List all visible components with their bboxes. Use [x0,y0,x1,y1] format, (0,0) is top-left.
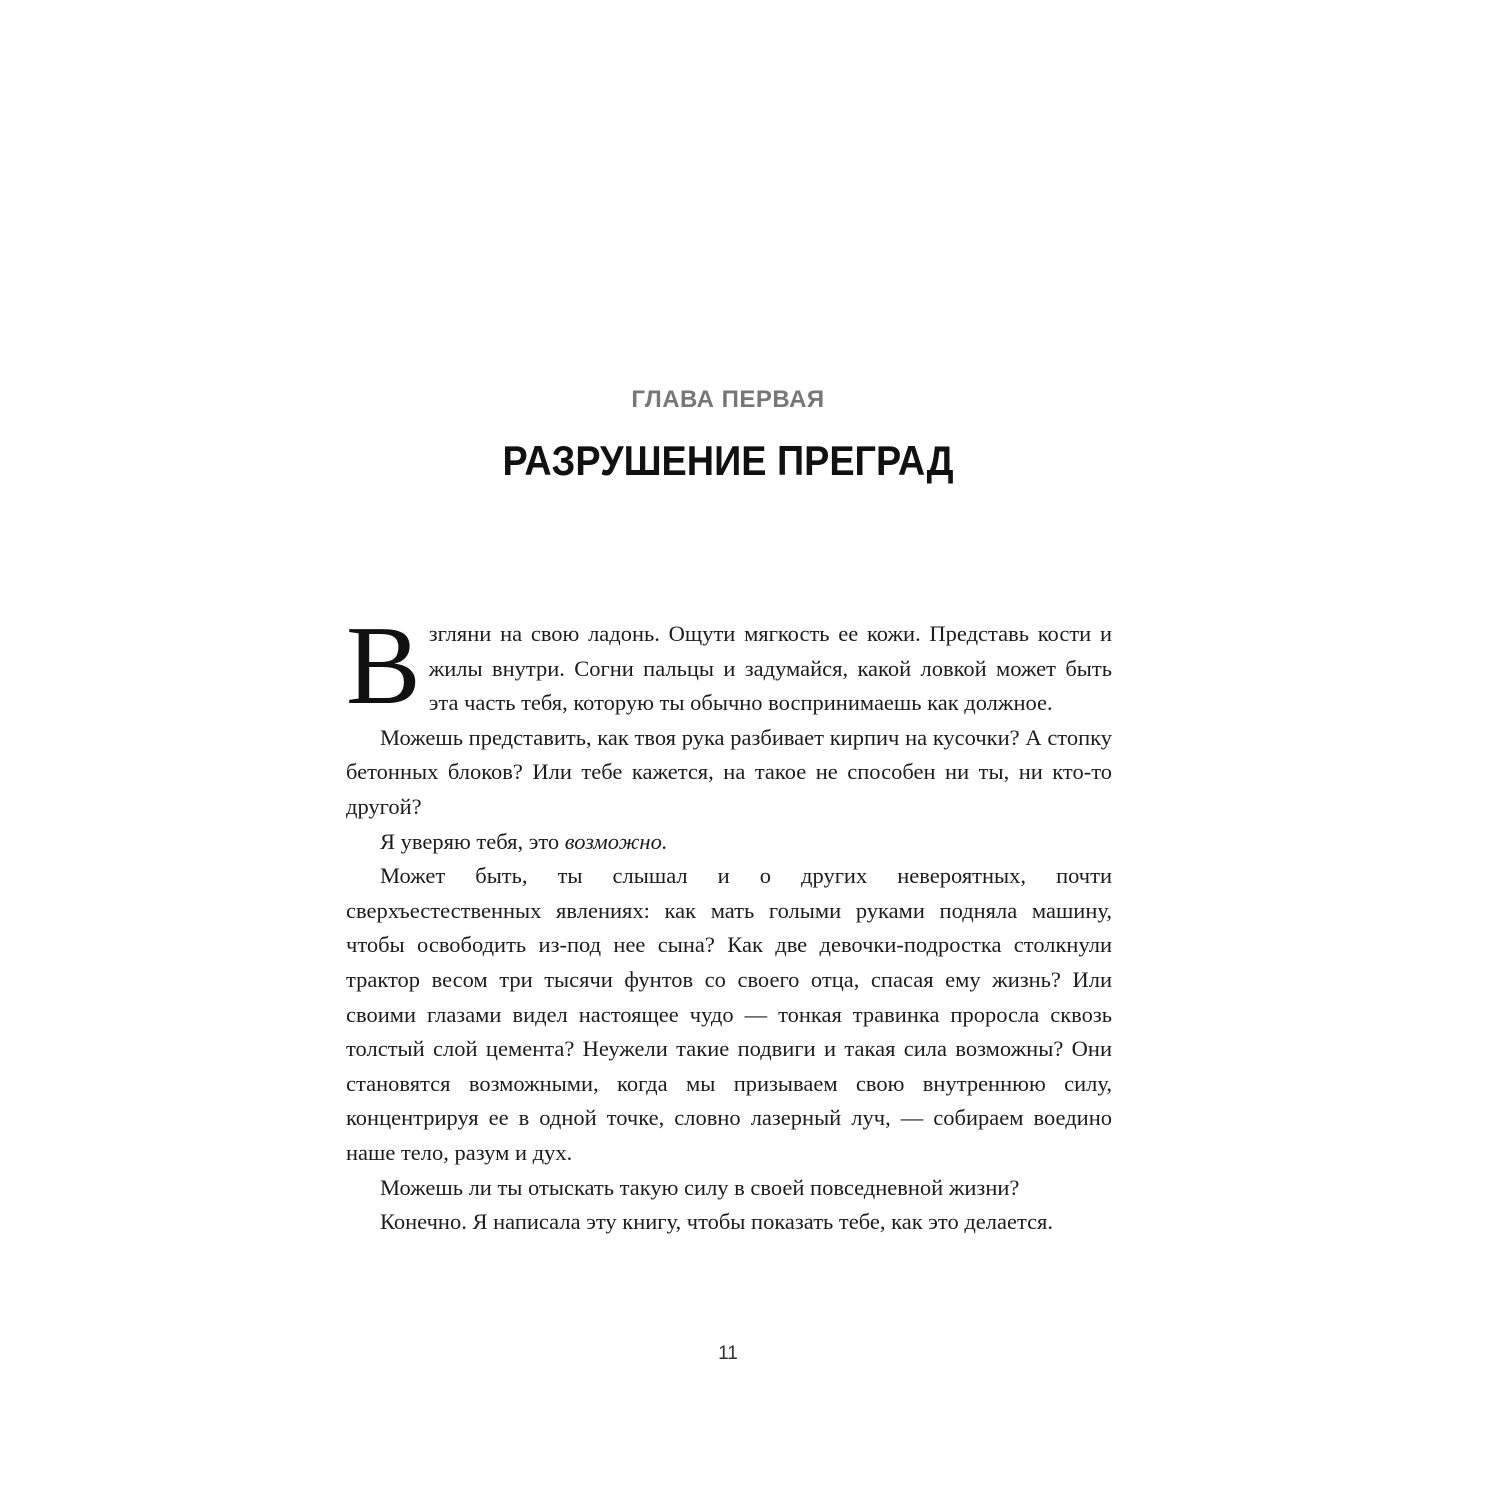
paragraph-1 [346,604,1112,728]
chapter-label: ГЛАВА ПЕРВАЯ [631,386,825,413]
paragraph-3-emphasis: возможно. [564,828,668,854]
paragraph-2: Можешь представить, как твоя рука разбивает кирпич на кусочки? А стопку бетонных блоков? Или тебе кажется, на такое не способен ни ты, ни кто-то другой? [346,724,1112,819]
paragraph-3-text: Я уверяю тебя, это [380,828,565,854]
paragraph-1-text: згляни на свою ладонь. Ощути мягкость ее кожи. Представь кости и жилы внутри. Согни пальцы и задумайся, какой ловкой может быть эта часть тебя, которую ты обычно воспринимаешь как должное. [428,621,1112,716]
paragraph-6: Конечно. Я написала эту книгу, чтобы показать тебе, как это делается. [380,1209,1054,1235]
body-text [346,604,1112,1240]
paragraph-5: Можешь ли ты отыскать такую силу в своей повседневной жизни? [380,1174,1020,1200]
chapter-title: РАЗРУШЕНИЕ ПРЕГРАД [502,437,954,484]
page-number: 11 [718,1343,738,1364]
paragraph-4: Может быть, ты слышал и о других невероятных, почти сверхъестественных явлениях: как мать голыми руками подняла машину, чтобы освободить из-под нее сына? Как две девочки-подростка столкнули трактор весом три тысячи фунтов со своего отца, спасая ему жизнь? Или своими глазами видел настоящее чудо — тонкая травинка проросла сквозь толстый слой цемента? Неужели такие подвиги и такая сила возможны? Они становятся возможными, когда мы призываем свою внутреннюю силу, концентрируя ее в одной точке, словно лазерный луч, — собираем воедино наше тело, разум и дух. [346,863,1112,1165]
paragraph-3 [346,825,1112,860]
drop-cap: В [346,604,421,728]
